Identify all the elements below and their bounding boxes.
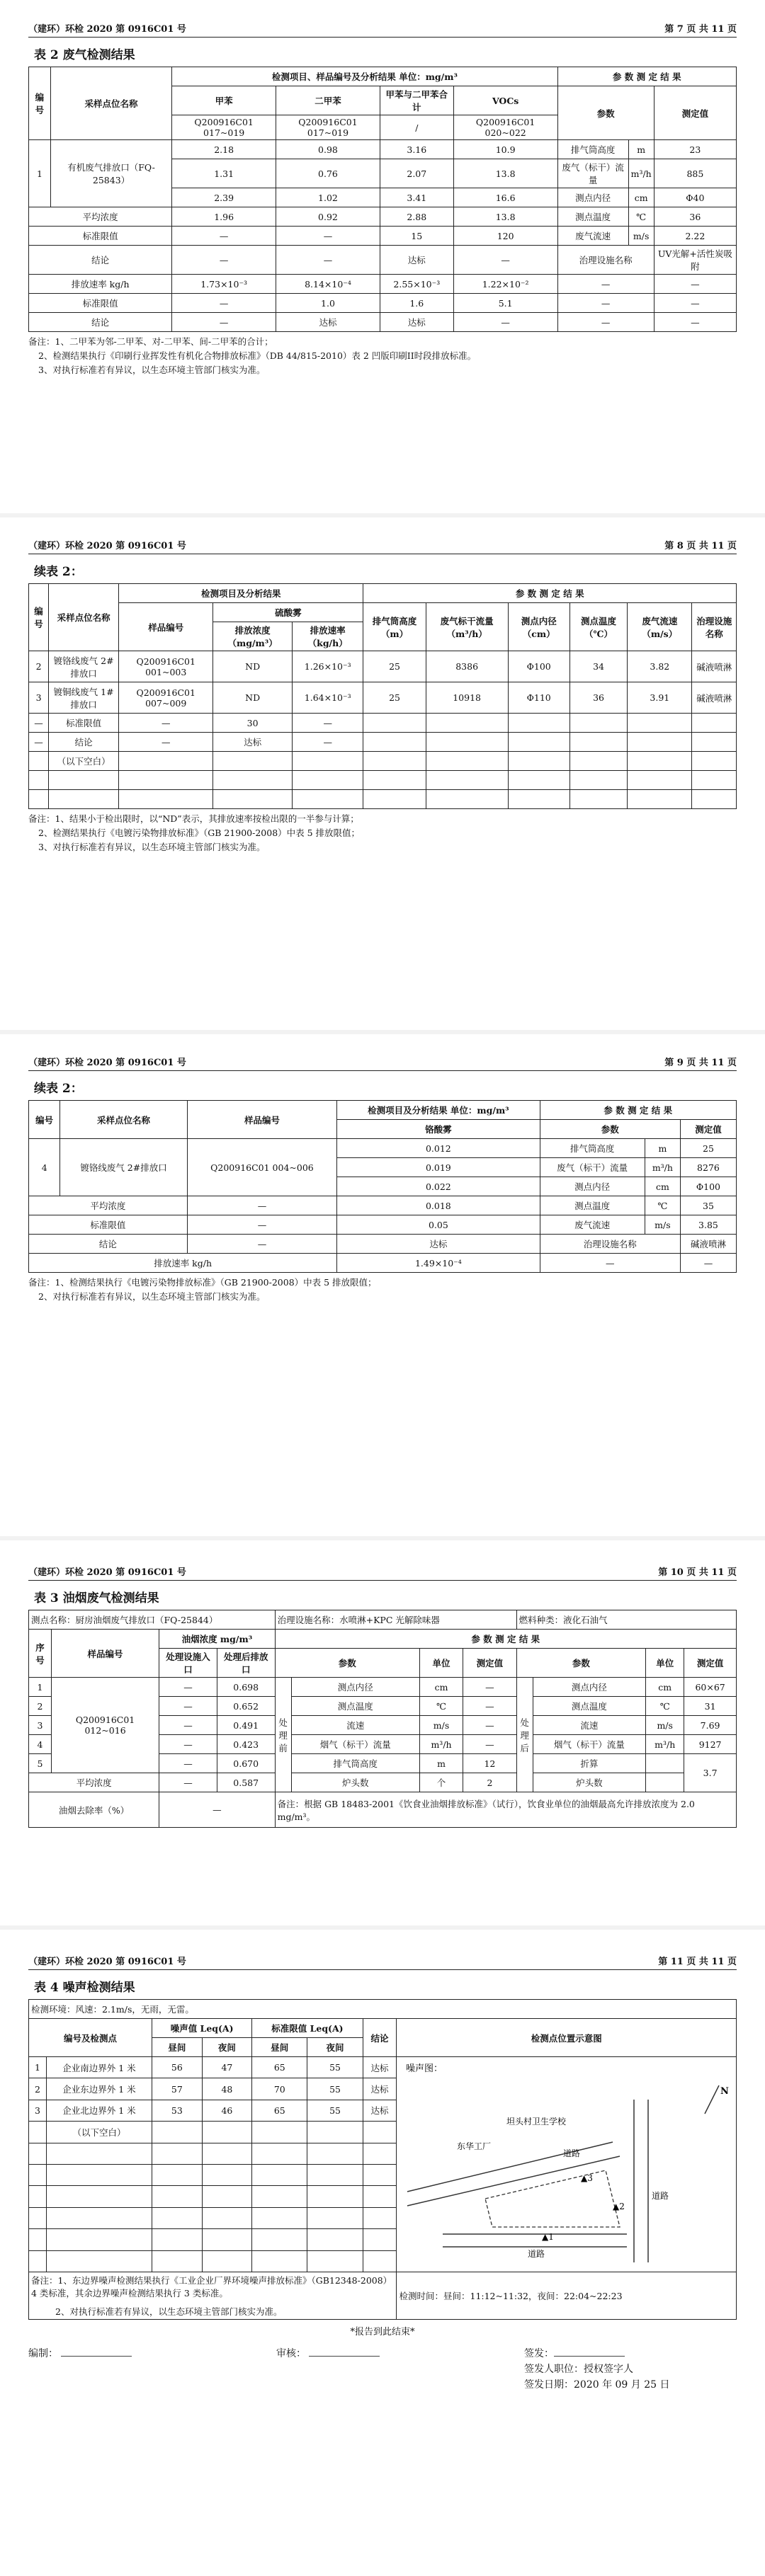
table-row: 1 企业南边界外 1 米 56 47 65 55 达标 噪声图： 坦头村卫生学校 道路 道路 道路 东华工厂 ▲3 ▲2 ▲1 N: [29, 2057, 737, 2078]
noise-table: 检测环境：风速：2.1m/s，无雨，无雷。 编号及检测点 噪声值 Leq(A) 标准限值 Leq(A) 结论 检测点位置示意图 昼间 夜间 昼间 夜间 1 企业南边界外 1 米 56 47 65 55 达标 噪声图： 坦头村卫生学校 道路 道路 道路 东华工厂 ▲3 ▲2 ▲1 N 2 企业东边界外 1 米 57 48 70 55 达标 3 企业北边界外 1 米 53 46 65 55 达标 （以下空白） 备注：1、东边界噪声检测结果执行《工业企业厂界环境噪声排放标准》（GB12348-2008）4 类标准，其余边界噪声检测结果执行 3 类标准。 2、对执行标准若有异议，以生态环境主管部门核实为准。 检测时间：昼间：11:12~11:32，夜间：22:04~22:23: [28, 1999, 737, 2320]
table-row: 1.31 0.76 2.07 13.8 废气（标干）流量 m³/h 885: [29, 159, 737, 188]
col-xylene: 二甲苯: [276, 86, 380, 115]
remarks: 备注：1、东边界噪声检测结果执行《工业企业厂界环境噪声排放标准》（GB12348-2008）4 类标准，其余边界噪声检测结果执行 3 类标准。 2、对执行标准若有异议，以生态环境主管部门核实为准。: [29, 2272, 397, 2320]
point-2: ▲2: [612, 2202, 625, 2211]
page-header: [28, 21, 737, 38]
report-page-8: [28, 538, 737, 854]
table-row: 排放速率 kg/h 1.49×10⁻⁴ — —: [29, 1254, 737, 1273]
table-title: 表 4 噪声检测结果: [34, 1981, 135, 1995]
table-row: 油烟去除率（%） — 备注：根据 GB 18483-2001《饮食业油烟排放标准》（试行），饮食业单位的油烟最高允许排放浓度为 2.0 mg/m³。: [29, 1792, 737, 1828]
col-toluene: 甲苯: [172, 86, 276, 115]
col-no: 编号: [29, 67, 51, 140]
table-row: 结论 — 达标 治理设施名称 碱液喷淋: [29, 1235, 737, 1254]
school-label: 坦头村卫生学校: [506, 2117, 566, 2126]
table-row: 3 企业北边界外 1 米 53 46 65 55 达标: [29, 2100, 737, 2121]
page-number: 第 9 页 共 11 页: [664, 1058, 737, 1068]
table-row: 0.022 测点内径 cm Φ100: [29, 1177, 737, 1196]
page-header: [28, 538, 737, 554]
table-row: [29, 2272, 737, 2320]
sample-id: Q200916C01 017~019: [172, 115, 276, 140]
page-header: [28, 1564, 737, 1581]
table-row: 2.39 1.02 3.41 16.6 测点内径 cm Φ40: [29, 188, 737, 207]
page-number: 第 11 页 共 11 页: [658, 1957, 737, 1967]
remarks: 备注：1、检测结果执行《电镀污染物排放标准》（GB 21900-2008）中表 5 排放限值； 2、对执行标准若有异议，以生态环境主管部门核实为准。: [28, 1277, 377, 1302]
table-row: 排放速率 kg/h 1.73×10⁻³ 8.14×10⁻⁴ 2.55×10⁻³ 1.22×10⁻² — —: [29, 275, 737, 294]
test-environment: 检测环境：风速：2.1m/s，无雨，无雷。: [29, 2000, 737, 2019]
editor-label: 编制：: [28, 2348, 58, 2359]
signature-block: [28, 2343, 737, 2393]
remarks: 备注：1、二甲苯为邻-二甲苯、对-二甲苯、间-二甲苯的合计； 2、检测结果执行《印刷行业挥发性有机化合物排放标准》（DB 44/815-2010）表 2 凹版印刷II时段排放标准。 3、对执行标准若有异议，以生态环境主管部门核实为准。: [28, 336, 477, 375]
table-row: 平均浓度 — 0.018 测点温度 ℃ 35: [29, 1196, 737, 1215]
table-row: 3 镀铜线废气 1#排放口 Q200916C01 007~009 ND 1.64×10⁻³ 25 10918 Φ110 36 3.91 碱液喷淋: [29, 682, 737, 714]
table-title: 续表 2：: [34, 565, 83, 579]
signer-position: 签发人职位：授权签字人: [524, 2364, 633, 2375]
table-row: 结论 — 达标 达标 — — —: [29, 313, 737, 332]
table-title: 表 2 废气检测结果: [34, 48, 135, 62]
table-row: 5 — 0.670 排气筒高度 m 12 折算 3.7: [29, 1754, 737, 1773]
table-row: 3 — 0.491 流速 m/s — 流速 m/s 7.69: [29, 1716, 737, 1735]
table-row: 平均浓度 — 0.587 炉头数 个 2 炉头数: [29, 1773, 737, 1792]
table-row: 平均浓度 1.96 0.92 2.88 13.8 测点温度 ℃ 36: [29, 207, 737, 227]
table-row: 2 镀铬线废气 2#排放口 Q200916C01 001~003 ND 1.26×10⁻³ 25 8386 Φ100 34 3.82 碱液喷淋: [29, 651, 737, 682]
table-row: 2 — 0.652 测点温度 ℃ — 测点温度 ℃ 31: [29, 1697, 737, 1716]
reviewer-label: 审核：: [276, 2348, 306, 2359]
table-row: — 结论 — 达标 —: [29, 733, 737, 752]
noise-map: [397, 2057, 737, 2272]
table-row: — 标准限值 — 30 —: [29, 714, 737, 733]
map-label: 噪声图：: [405, 2063, 443, 2074]
report-page-9: [28, 1055, 737, 1304]
table-row: 4 — 0.423 烟气（标干）流量 m³/h — 烟气（标干）流量 m³/h 9127: [29, 1735, 737, 1754]
road-label: 道路: [651, 2191, 669, 2201]
report-page-7: [28, 21, 737, 377]
table-row: 0.019 废气（标干）流量 m³/h 8276: [29, 1158, 737, 1177]
report-page-11: [28, 1954, 737, 2393]
col-param: 参数: [557, 86, 654, 140]
table-row: （以下空白）: [29, 752, 737, 771]
chromic-acid-table: 编号 采样点位名称 样品编号 检测项目及分析结果 单位：mg/m³ 参 数 测 定 结 果 铬酸雾 参数 测定值 4 镀铬线废气 2#排放口 Q200916C01 004~006 0.012 排气筒高度 m 25 0.019 废气（标干）流量 m³/h 8276 0.022 测点内径 cm Φ100 平均浓度 — 0.018 测点温度 ℃ 35 标准限值 — 0.05 废气流速 m/s 3.85 结论 — 达标 治理设施名称 碱液喷淋 排放速率 kg/h 1.49×10⁻⁴ — —: [28, 1100, 737, 1273]
col-params: 参 数 测 定 结 果: [557, 67, 736, 86]
col-items: 检测项目、样品编号及分析结果 单位：mg/m³: [172, 67, 557, 86]
road-label: 道路: [562, 2148, 580, 2158]
table-row: 结论 — — 达标 — 治理设施名称 UV光解+活性炭吸附: [29, 246, 737, 275]
page-divider: [0, 1925, 765, 1930]
info-row: 测点名称：厨房油烟废气排放口（FQ-25844） 治理设施名称：水喷淋+KPC 光解除味器 燃料种类：液化石油气: [29, 1610, 737, 1630]
end-of-report: *报告到此结束*: [350, 2327, 415, 2337]
table-row: 1 有机废气排放口（FQ-25843） 2.18 0.98 3.16 10.9 排气筒高度 m 23: [29, 140, 737, 159]
sample-id: Q200916C01 020~022: [453, 115, 557, 140]
table-title: 续表 2：: [34, 1082, 83, 1096]
road-label: 道路: [527, 2249, 545, 2259]
table-row: （以下空白）: [29, 2122, 737, 2143]
report-number: （建环）环检 2020 第 0916C01 号: [28, 1058, 186, 1068]
report-number: （建环）环检 2020 第 0916C01 号: [28, 24, 186, 35]
factory-boundary: [485, 2170, 620, 2227]
col-sum: 甲苯与二甲苯合计: [380, 86, 453, 115]
point-1: ▲1: [541, 2232, 554, 2242]
north-label: N: [720, 2086, 729, 2097]
sample-id: Q200916C01 017~019: [276, 115, 380, 140]
col-value: 测定值: [654, 86, 736, 140]
editor-signature: [61, 2343, 132, 2357]
sample-id: /: [380, 115, 453, 140]
page-header: [28, 1954, 737, 1970]
table-row: 标准限值 — — 15 120 废气流速 m/s 2.22: [29, 227, 737, 246]
page-number: 第 7 页 共 11 页: [664, 24, 737, 35]
page-divider: [0, 1536, 765, 1540]
report-number: （建环）环检 2020 第 0916C01 号: [28, 541, 186, 551]
page-number: 第 10 页 共 11 页: [658, 1567, 737, 1578]
table-row: 2 企业东边界外 1 米 57 48 70 55 达标: [29, 2078, 737, 2100]
site-map: [400, 2057, 733, 2269]
issue-date: 签发日期：2020 年 09 月 25 日: [524, 2379, 670, 2391]
point-3: ▲3: [580, 2173, 593, 2183]
acid-mist-table: 编号 采样点位名称 检测项目及分析结果 参 数 测 定 结 果 样品编号 硫酸雾 排气筒高度（m） 废气标干流量（m³/h） 测点内径（cm） 测点温度（℃） 废气流速（m/s） 治理设施名称 排放浓度（mg/m³） 排放速率（kg/h） 2 镀铬线废气 2#排放口 Q200916C01 001~003 ND 1.26×10⁻³ 25 8386 Φ100 34 3.82 碱液喷淋 3 镀铜线废气 1#排放口 Q200916C01 007~009 ND 1.64×10⁻³ 25 10918 Φ110 36 3.91 碱液喷淋 — 标准限值 — 30 — — 结论 — 达标 — （以下空白）: [28, 583, 737, 809]
table-row: 标准限值 — 0.05 废气流速 m/s 3.85: [29, 1215, 737, 1235]
table-row: 1 Q200916C01 012~016 — 0.698 处理前 测点内径 cm — 处理后 测点内径 cm 60×67: [29, 1678, 737, 1697]
test-time: 检测时间：昼间：11:12~11:32，夜间：22:04~22:23: [397, 2272, 737, 2320]
table-row: 标准限值 — 1.0 1.6 5.1 — —: [29, 294, 737, 313]
page-number: 第 8 页 共 11 页: [664, 541, 737, 551]
reviewer-signature: [309, 2343, 380, 2357]
exhaust-gas-table: [28, 67, 737, 332]
table-row: 4 镀铬线废气 2#排放口 Q200916C01 004~006 0.012 排气筒高度 m 25: [29, 1139, 737, 1158]
col-vocs: VOCs: [453, 86, 557, 115]
table-title: 表 3 油烟废气检测结果: [34, 1591, 159, 1605]
factory-label: 东华工厂: [456, 2141, 491, 2151]
north-arrow-icon: [705, 2085, 719, 2114]
signer-label: 签发：: [524, 2348, 554, 2359]
remarks: 备注：1、结果小于检出限时，以“ND”表示，其排放速率按检出限的一半参与计算； 2、检测结果执行《电镀污染物排放标准》（GB 21900-2008）中表 5 排放限值； 3、对执行标准若有异议，以生态环境主管部门核实为准。: [28, 813, 361, 852]
page-header: [28, 1055, 737, 1071]
signer-signature: [554, 2343, 625, 2357]
report-number: （建环）环检 2020 第 0916C01 号: [28, 1567, 186, 1578]
road-line: [407, 2142, 613, 2192]
page-divider: [0, 513, 765, 517]
col-point: 采样点位名称: [50, 67, 171, 140]
cooking-fume-table: 测点名称：厨房油烟废气排放口（FQ-25844） 治理设施名称：水喷淋+KPC 光解除味器 燃料种类：液化石油气 序号 样品编号 油烟浓度 mg/m³ 参 数 测 定 结 果 处理设施入口 处理后排放口 参数 单位 测定值 参数 单位 测定值 1 Q200916C01 012~016 — 0.698 处理前 测点内径 cm — 处理后 测点内径 cm 60×67 2 — 0.652 测点温度 ℃ — 测点温度 ℃ 31 3 — 0.491 流速 m/s — 流速 m/s 7.69 4 — 0.423 烟气（标干）流量 m³/h — 烟气（标干）流量 m³/h 9127 5 — 0.670 排气筒高度 m 12 折算 3.7 平均浓度 — 0.587 炉头数 个 2 炉头数 油烟去除率（%） — 备注：根据 GB 18483-2001《饮食业油烟排放标准》（试行），饮食业单位的油烟最高允许排放浓度为 2.0 mg/m³。: [28, 1610, 737, 1828]
report-number: （建环）环检 2020 第 0916C01 号: [28, 1957, 186, 1967]
page-divider: [0, 1030, 765, 1034]
report-page-10: [28, 1564, 737, 1828]
